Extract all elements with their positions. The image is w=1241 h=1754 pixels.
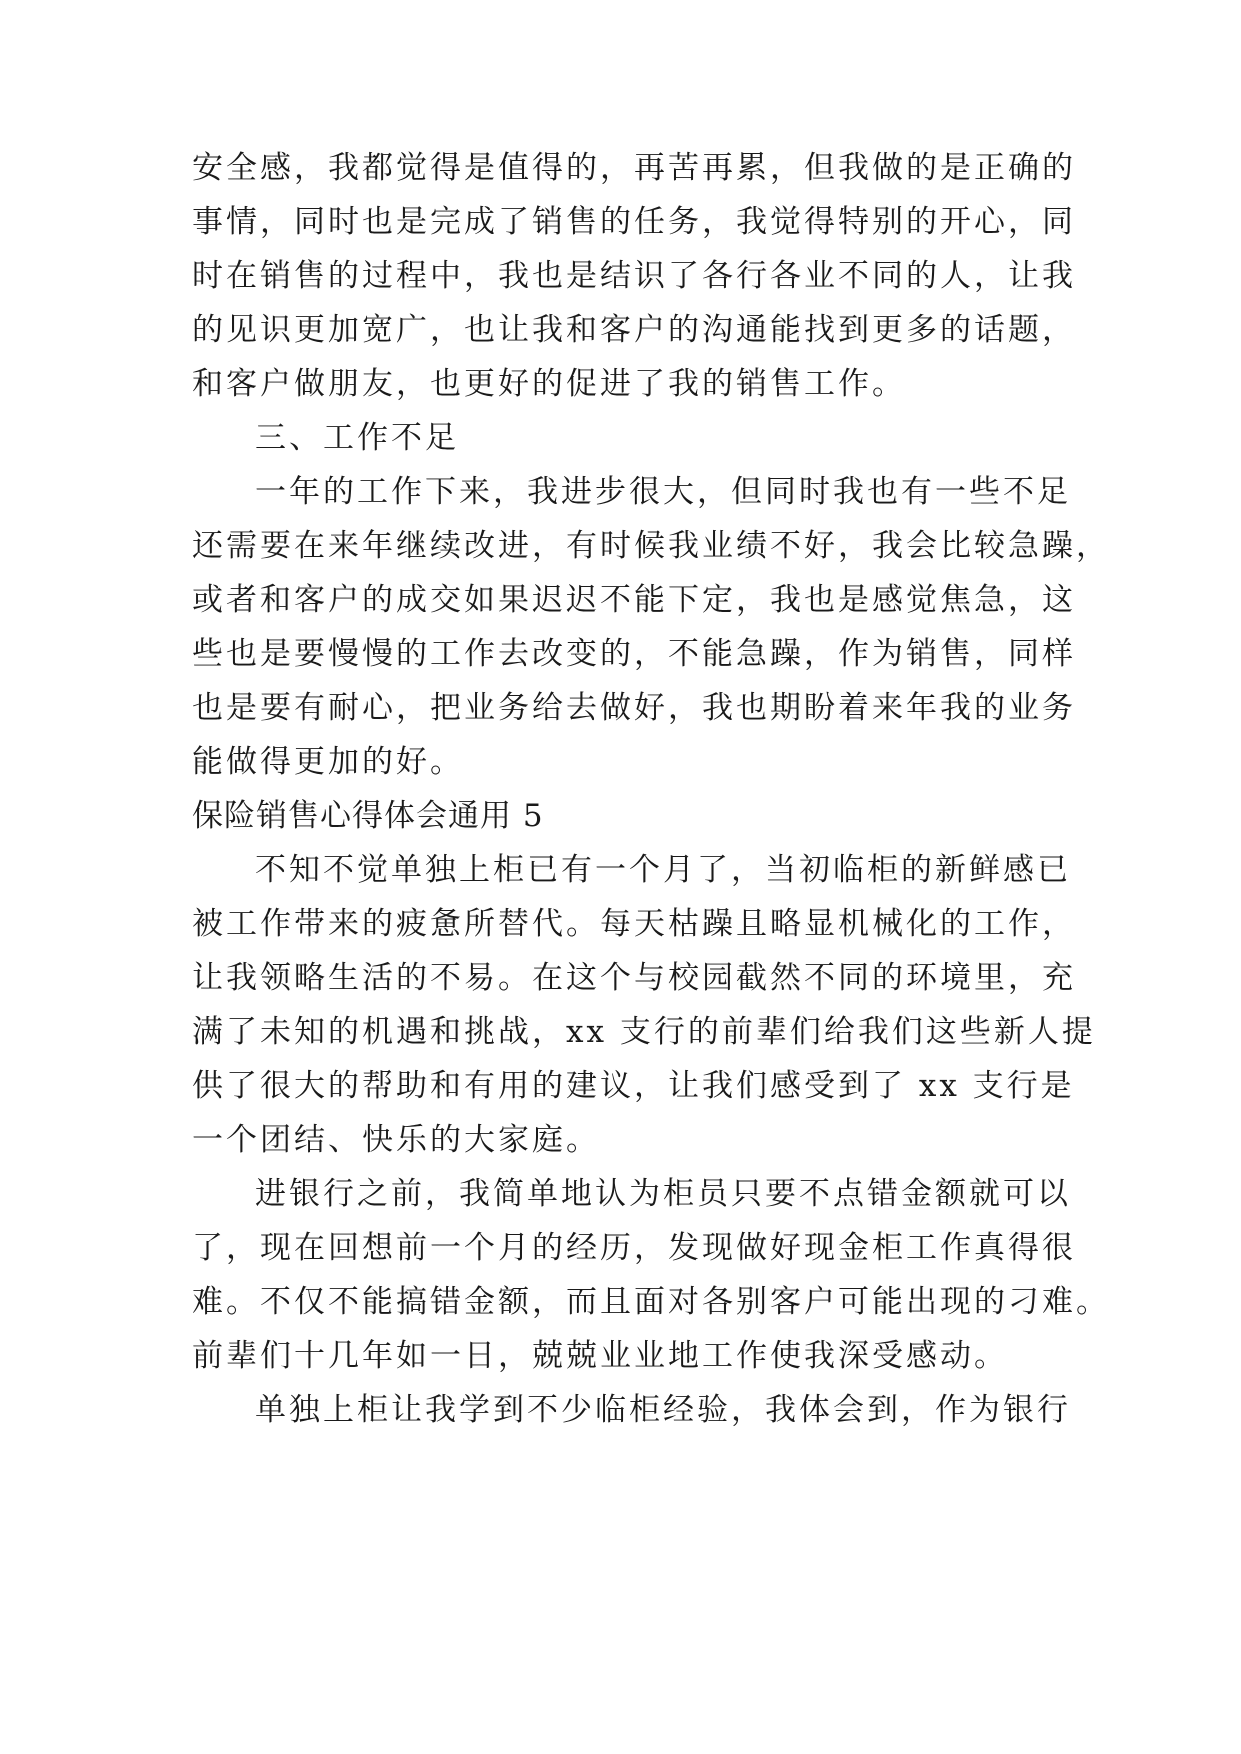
body-line: 供了很大的帮助和有用的建议，让我们感受到了 xx 支行是	[192, 1068, 1075, 1104]
body-line: 些也是要慢慢的工作去改变的，不能急躁，作为销售，同样	[192, 636, 1076, 672]
paragraph-first-line: 一年的工作下来，我进步很大，但同时我也有一些不足	[255, 474, 1071, 510]
body-line: 的见识更加宽广，也让我和客户的沟通能找到更多的话题，	[192, 312, 1076, 348]
body-line: 时在销售的过程中，我也是结识了各行各业不同的人，让我	[192, 258, 1076, 294]
section-heading: 三、工作不足	[255, 420, 459, 456]
body-line: 难。不仅不能搞错金额，而且面对各别客户可能出现的刁难。	[192, 1284, 1110, 1320]
body-line: 安全感，我都觉得是值得的，再苦再累，但我做的是正确的	[192, 150, 1076, 186]
body-line: 或者和客户的成交如果迟迟不能下定，我也是感觉焦急，这	[192, 582, 1076, 618]
body-line: 还需要在来年继续改进，有时候我业绩不好，我会比较急躁，	[192, 528, 1110, 564]
body-line: 满了未知的机遇和挑战，xx 支行的前辈们给我们这些新人提	[192, 1014, 1096, 1050]
paragraph-first-line: 进银行之前，我简单地认为柜员只要不点错金额就可以	[255, 1176, 1071, 1212]
body-line: 一个团结、快乐的大家庭。	[192, 1122, 600, 1158]
body-line: 了，现在回想前一个月的经历，发现做好现金柜工作真得很	[192, 1230, 1076, 1266]
article-title: 保险销售心得体会通用 5	[192, 798, 544, 834]
body-line: 被工作带来的疲惫所替代。每天枯躁且略显机械化的工作，	[192, 906, 1076, 942]
paragraph-first-line: 不知不觉单独上柜已有一个月了，当初临柜的新鲜感已	[255, 852, 1071, 888]
body-line: 前辈们十几年如一日，兢兢业业地工作使我深受感动。	[192, 1338, 1008, 1374]
body-line: 让我领略生活的不易。在这个与校园截然不同的环境里，充	[192, 960, 1076, 996]
paragraph-first-line: 单独上柜让我学到不少临柜经验，我体会到，作为银行	[255, 1392, 1071, 1428]
body-line: 和客户做朋友，也更好的促进了我的销售工作。	[192, 366, 906, 402]
body-line: 也是要有耐心，把业务给去做好，我也期盼着来年我的业务	[192, 690, 1076, 726]
body-line: 事情，同时也是完成了销售的任务，我觉得特别的开心，同	[192, 204, 1076, 240]
body-line: 能做得更加的好。	[192, 744, 464, 780]
